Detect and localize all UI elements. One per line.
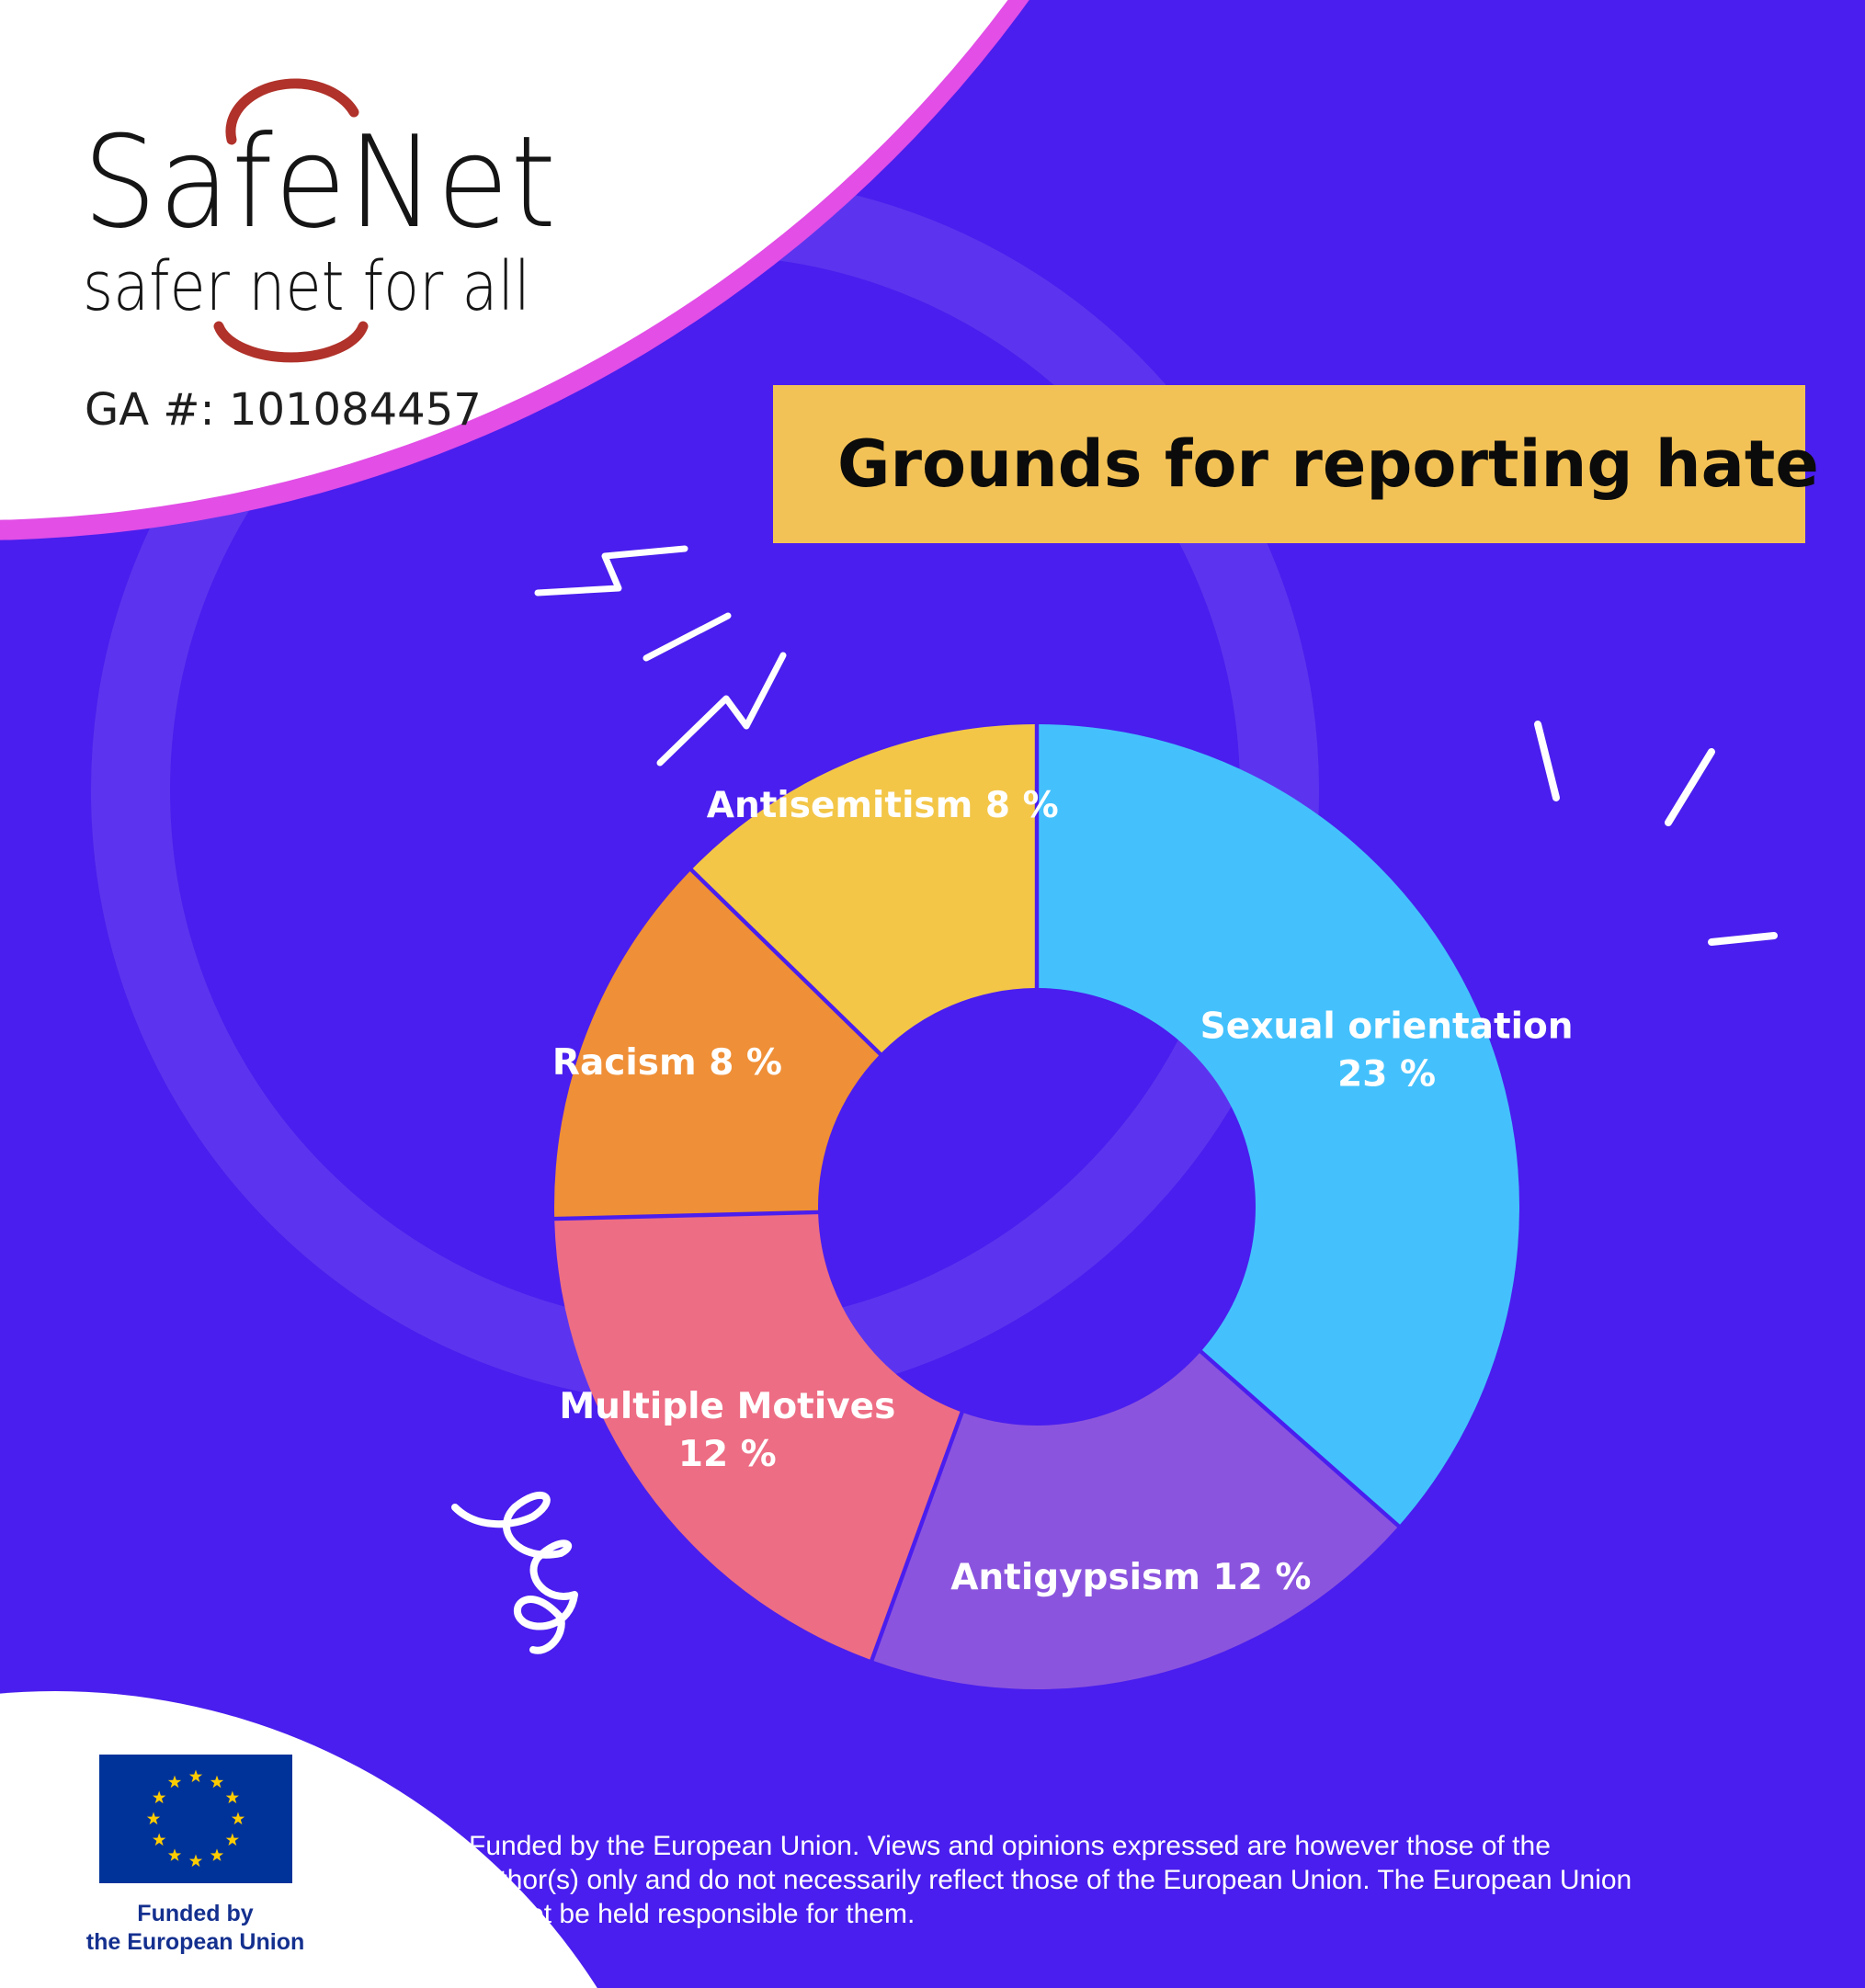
disclaimer-text: Funded by the European Union. Views and opinions expressed are however those of the author(s) only and do not necessarily reflect those of the European Union. The European Union cannot be held responsible for them. [469,1831,1632,1929]
doodle-zigzag [538,549,685,593]
slice-label-value: 12 % [677,1434,777,1476]
slice-label-name: Antisemitism [706,785,985,827]
eu-funding-caption [55,1900,335,1957]
slice-label-antigypsism [950,1557,1311,1598]
slice-label-name: Antigypsism [950,1556,1213,1598]
slice-label-racism [552,1042,782,1084]
logo-title: SafeNet [83,108,558,256]
eu-caption-line-2: the European Union [85,1929,305,1955]
slice-label-name: Multiple Motives [559,1386,896,1428]
slice-label-value: 8 % [709,1042,782,1085]
logo-tagline: safer net for all [83,247,530,326]
doodle-dash-4 [1711,936,1774,942]
doodle-dash-3 [1668,752,1711,823]
doodle-dash-2 [1538,724,1556,798]
doodle-spring [455,1495,574,1651]
slice-sexual-orientation [1039,724,1519,1525]
eu-flag-icon [99,1755,292,1883]
doodle-dash-1 [646,616,728,658]
chart-title: Grounds for reporting hate [837,426,1819,502]
eu-caption-line-1: Funded by [137,1901,254,1926]
grant-number: GA #: 101084457 [85,384,482,436]
slice-label-value: 8 % [984,785,1059,827]
slice-label-name: Sexual orientation [1200,1005,1574,1048]
slice-label-name: Racism [552,1042,710,1085]
slice-label-value: 12 % [1212,1556,1312,1598]
donut-chart [554,724,1519,1689]
slice-label-value: 23 % [1337,1053,1437,1096]
slice-label-antisemitism [707,785,1059,826]
chart-title-box [773,385,1819,543]
doodle-zigzag-2 [660,655,783,763]
